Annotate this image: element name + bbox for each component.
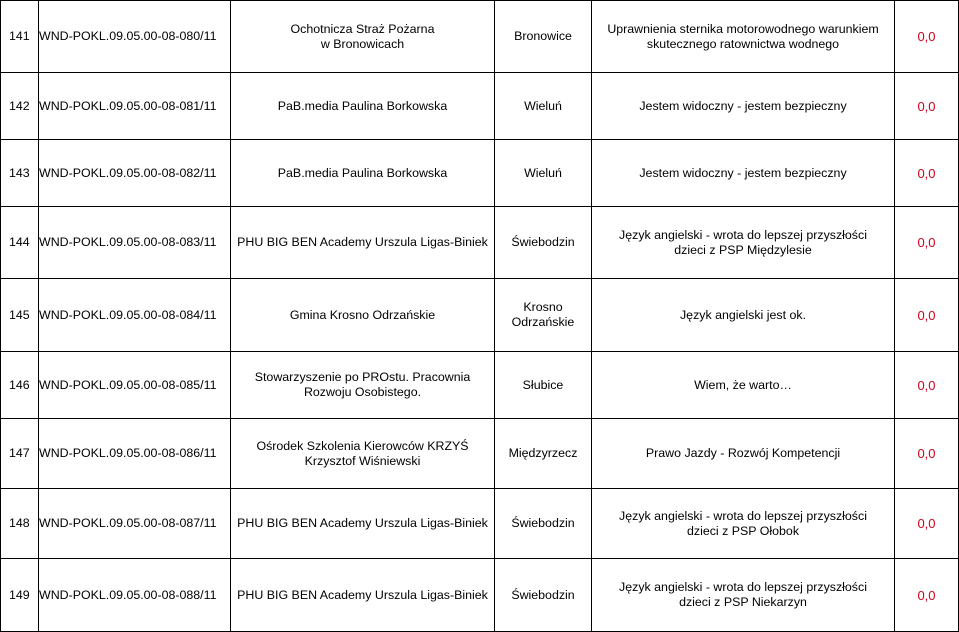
project-title: Język angielski - wrota do lepszej przyszłości dzieci z PSP Międzylesie <box>592 207 895 279</box>
beneficiary-name: PHU BIG BEN Academy Urszula Ligas-Biniek <box>231 489 495 559</box>
table-row <box>1 73 959 140</box>
row-number: 142 <box>1 73 39 140</box>
table-row <box>1 1 959 73</box>
grants-table-body <box>1 1 959 632</box>
project-title: Jestem widoczny - jestem bezpieczny <box>592 73 895 140</box>
row-number: 141 <box>1 1 39 73</box>
amount-value: 0,0 <box>895 1 959 73</box>
contract-number: WND-POKL.09.05.00-08-081/11 <box>39 73 231 140</box>
amount-value: 0,0 <box>895 352 959 419</box>
row-number: 149 <box>1 559 39 632</box>
contract-number: WND-POKL.09.05.00-08-088/11 <box>39 559 231 632</box>
project-title: Język angielski - wrota do lepszej przyszłości dzieci z PSP Niekarzyn <box>592 559 895 632</box>
beneficiary-city: Wieluń <box>495 140 592 207</box>
contract-number: WND-POKL.09.05.00-08-084/11 <box>39 279 231 352</box>
amount-value: 0,0 <box>895 279 959 352</box>
beneficiary-city: Wieluń <box>495 73 592 140</box>
contract-number: WND-POKL.09.05.00-08-080/11 <box>39 1 231 73</box>
project-title: Wiem, że warto… <box>592 352 895 419</box>
table-row <box>1 279 959 352</box>
contract-number: WND-POKL.09.05.00-08-085/11 <box>39 352 231 419</box>
beneficiary-city: Świebodzin <box>495 489 592 559</box>
amount-value: 0,0 <box>895 419 959 489</box>
table-row <box>1 140 959 207</box>
row-number: 143 <box>1 140 39 207</box>
beneficiary-name: PHU BIG BEN Academy Urszula Ligas-Biniek <box>231 559 495 632</box>
beneficiary-name: PaB.media Paulina Borkowska <box>231 73 495 140</box>
contract-number: WND-POKL.09.05.00-08-082/11 <box>39 140 231 207</box>
table-row <box>1 559 959 632</box>
amount-value: 0,0 <box>895 207 959 279</box>
project-title: Język angielski - wrota do lepszej przyszłości dzieci z PSP Ołobok <box>592 489 895 559</box>
row-number: 147 <box>1 419 39 489</box>
amount-value: 0,0 <box>895 489 959 559</box>
beneficiary-city: Świebodzin <box>495 207 592 279</box>
contract-number: WND-POKL.09.05.00-08-083/11 <box>39 207 231 279</box>
table-row <box>1 207 959 279</box>
row-number: 146 <box>1 352 39 419</box>
beneficiary-city: Krosno Odrzańskie <box>495 279 592 352</box>
contract-number: WND-POKL.09.05.00-08-086/11 <box>39 419 231 489</box>
table-row <box>1 489 959 559</box>
row-number: 145 <box>1 279 39 352</box>
amount-value: 0,0 <box>895 140 959 207</box>
row-number: 144 <box>1 207 39 279</box>
beneficiary-name: Stowarzyszenie po PROstu. Pracownia Rozwoju Osobistego. <box>231 352 495 419</box>
project-title: Jestem widoczny - jestem bezpieczny <box>592 140 895 207</box>
beneficiary-name: Ochotnicza Straż Pożarna w Bronowicach <box>231 1 495 73</box>
beneficiary-name: PHU BIG BEN Academy Urszula Ligas-Biniek <box>231 207 495 279</box>
amount-value: 0,0 <box>895 73 959 140</box>
beneficiary-name: Ośrodek Szkolenia Kierowców KRZYŚ Krzysztof Wiśniewski <box>231 419 495 489</box>
table-row <box>1 352 959 419</box>
beneficiary-name: Gmina Krosno Odrzańskie <box>231 279 495 352</box>
beneficiary-city: Bronowice <box>495 1 592 73</box>
beneficiary-city: Świebodzin <box>495 559 592 632</box>
table-row <box>1 419 959 489</box>
beneficiary-city: Międzyrzecz <box>495 419 592 489</box>
project-title: Język angielski jest ok. <box>592 279 895 352</box>
beneficiary-city: Słubice <box>495 352 592 419</box>
project-title: Uprawnienia sternika motorowodnego warunkiem skutecznego ratownictwa wodnego <box>592 1 895 73</box>
project-title: Prawo Jazdy - Rozwój Kompetencji <box>592 419 895 489</box>
beneficiary-name: PaB.media Paulina Borkowska <box>231 140 495 207</box>
contract-number: WND-POKL.09.05.00-08-087/11 <box>39 489 231 559</box>
row-number: 148 <box>1 489 39 559</box>
amount-value: 0,0 <box>895 559 959 632</box>
